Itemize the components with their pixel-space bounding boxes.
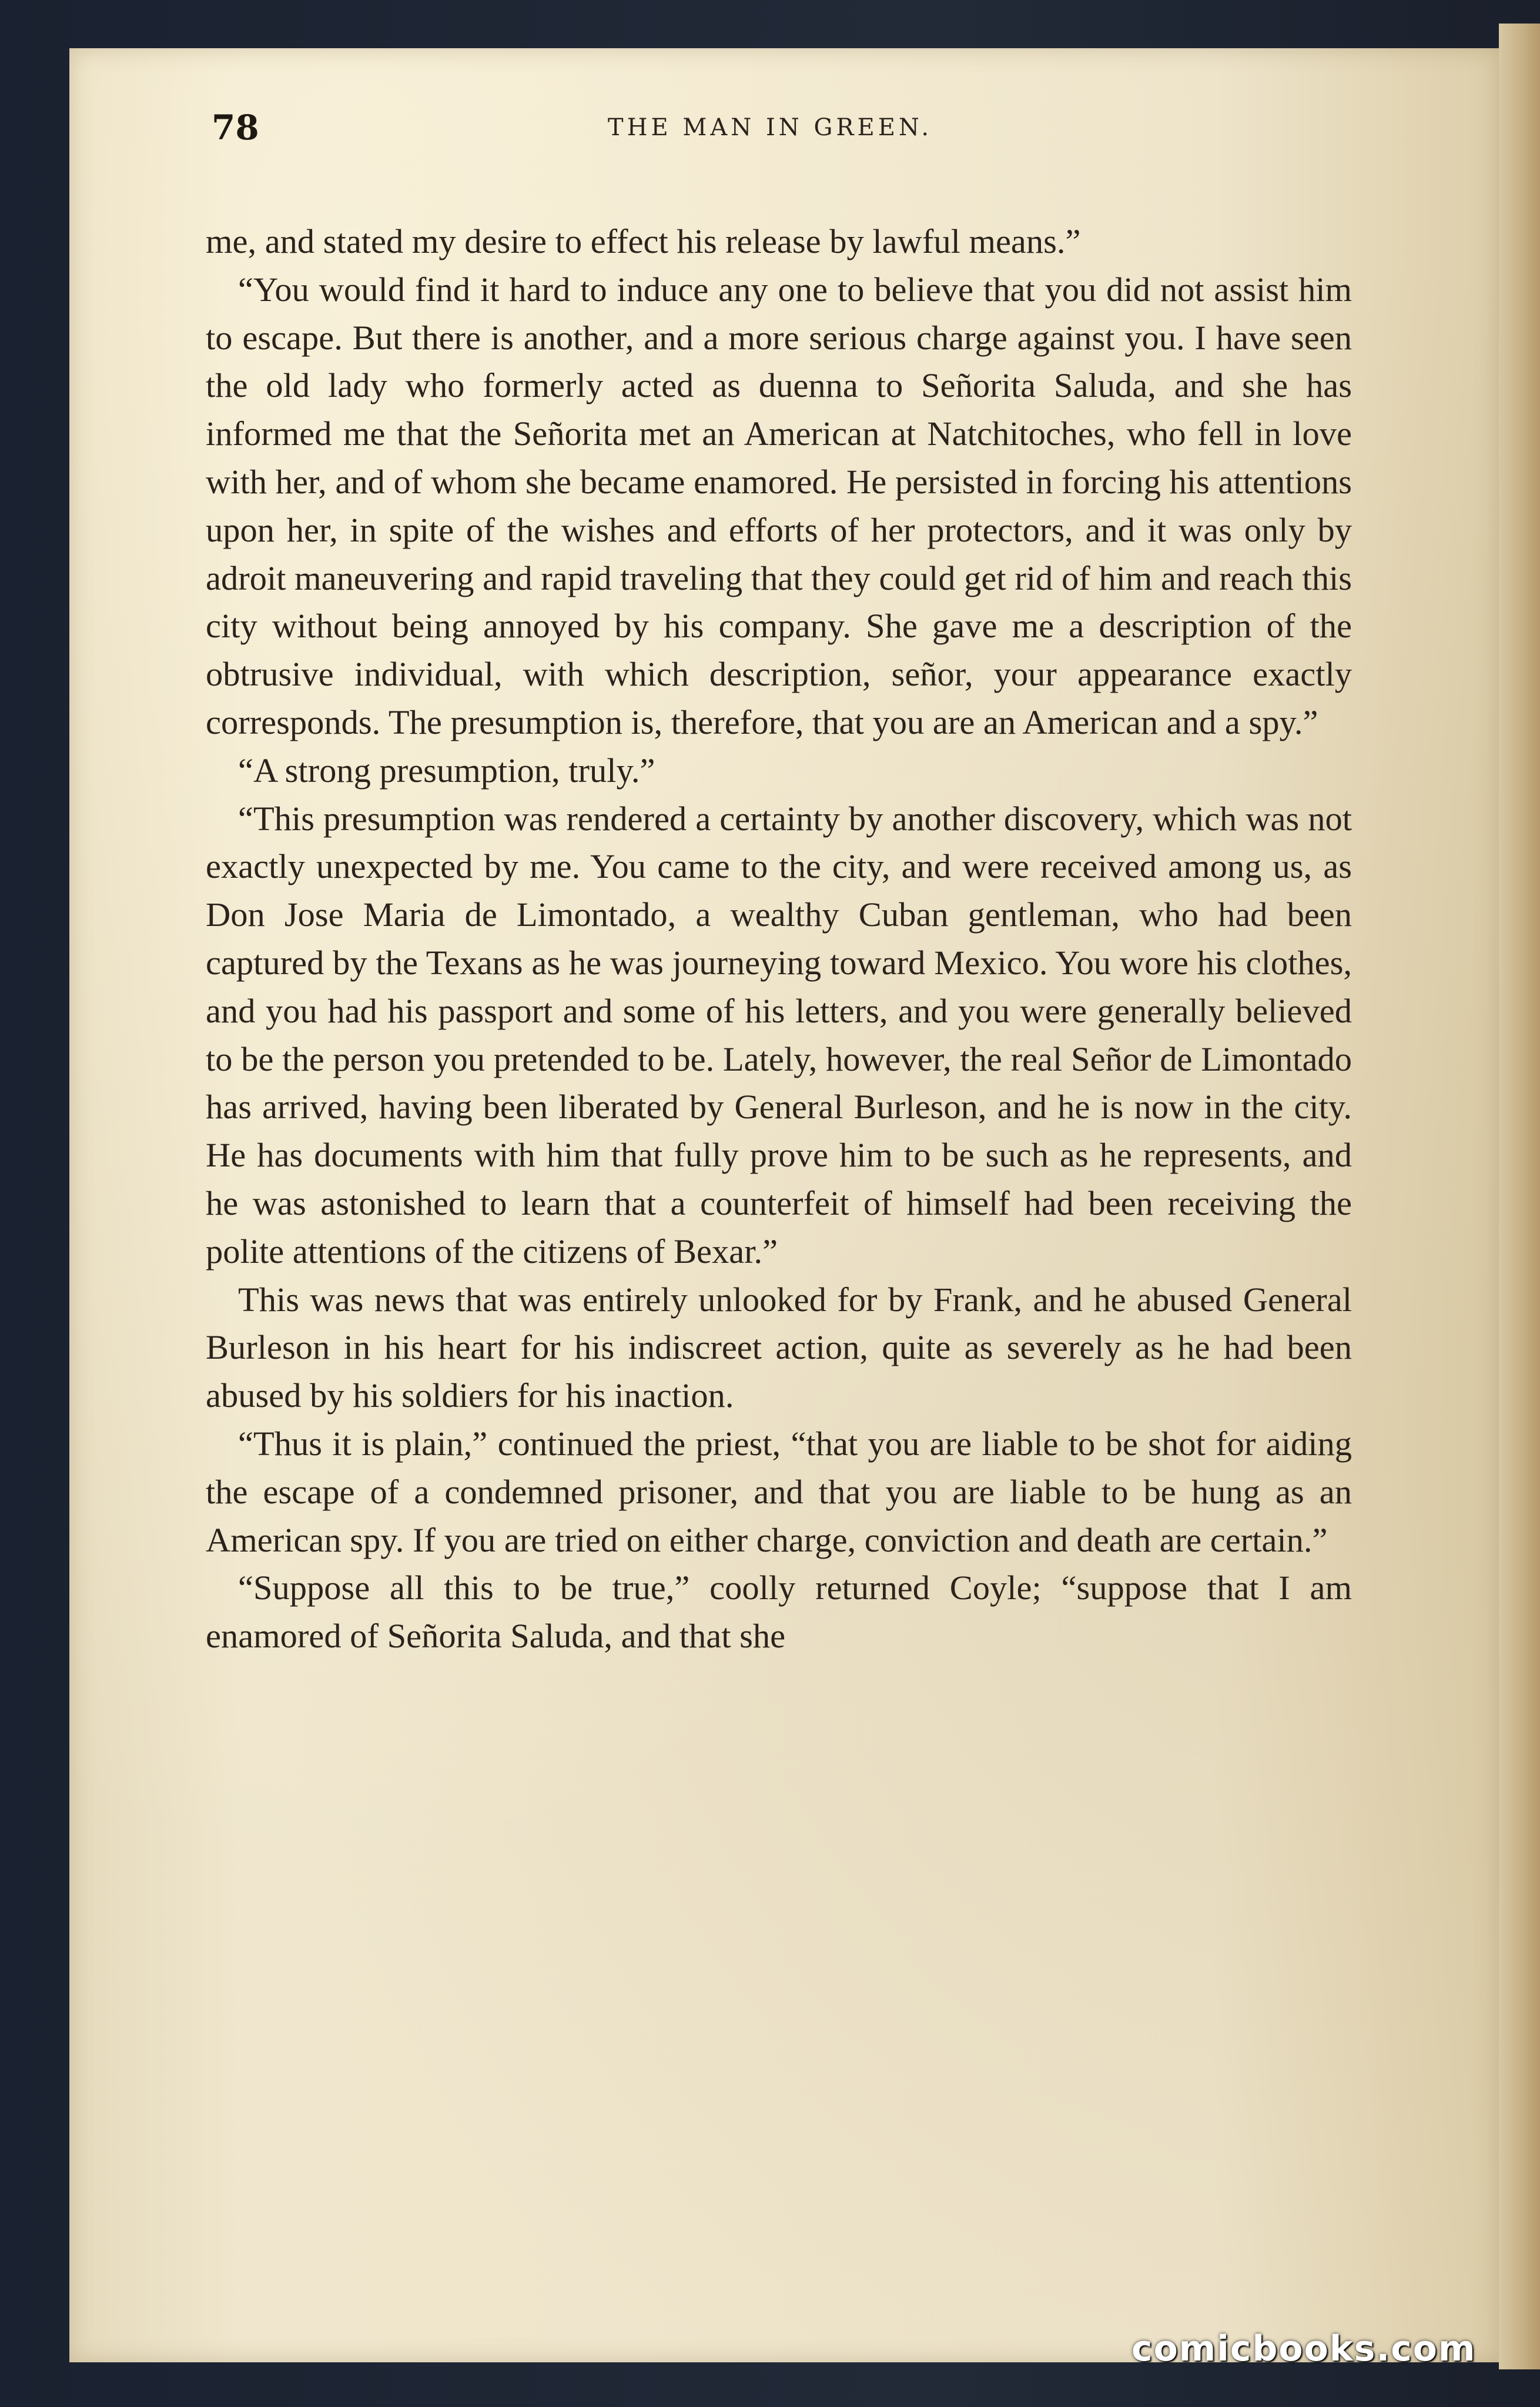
paragraph: “A strong presumption, truly.” [238, 751, 655, 790]
paragraph: me, and stated my desire to effect his release by lawful means.” [206, 222, 1081, 260]
book-fore-edge [1499, 24, 1540, 2369]
paragraph: “You would find it hard to induce any one to believe that you did not assist him to escape. But there is another, and a more serious charge against you. I have seen the old lady who formerly acted as duenna to Señorita Saluda, and she has informed me that the Señorita met an American at Natchitoches, who fell in love with her, and of whom she became enamored. He persisted in forcing his attentions upon her, in spite of the wishes and efforts of her protectors, and it was only by adroit maneuvering and rapid traveling that they could get rid of him and reach this city without being annoyed by his company. She gave me a description of the obtrusive individual, with which description, señor, your appearance exactly corresponds. The presumption is, therefore, that you are an American and a spy.” [206, 270, 1352, 741]
running-title: THE MAN IN GREEN. [607, 114, 933, 141]
running-head [212, 101, 1328, 154]
page-number: 78 [212, 108, 259, 148]
body-text [206, 218, 1352, 1660]
paragraph: This was news that was entirely unlooked for by Frank, and he abused General Burleson in his heart for his indiscreet action, quite as severely as he had been abused by his soldiers for his inaction. [206, 1280, 1352, 1415]
paragraph: “This presumption was rendered a certainty by another discovery, which was not exactly unexpected by me. You came to the city, and were received among us, as Don Jose Maria de Limontado, a wealthy Cuban gentleman, who had been captured by the Texans as he was journeying toward Mexico. You wore his clothes, and you had his passport and some of his letters, and you were generally believed to be the person you pretended to be. Lately, however, the real Señor de Limontado has arrived, having been liberated by General Burleson, and he is now in the city. He has documents with him that fully prove him to be such as he represents, and he was astonished to learn that a counterfeit of himself had been receiving the polite attentions of the citizens of Bexar.” [206, 799, 1352, 1271]
watermark: comicbooks.com [1131, 2328, 1477, 2369]
paragraph: “Thus it is plain,” continued the priest, “that you are liable to be shot for aiding the escape of a condemned prisoner, and that you are liable to be hung as an American spy. If you are tried on either charge, conviction and death are certain.” [206, 1424, 1352, 1559]
paragraph: “Suppose all this to be true,” coolly returned Coyle; “suppose that I am enamored of Señorita Saluda, and that she [206, 1569, 1352, 1656]
